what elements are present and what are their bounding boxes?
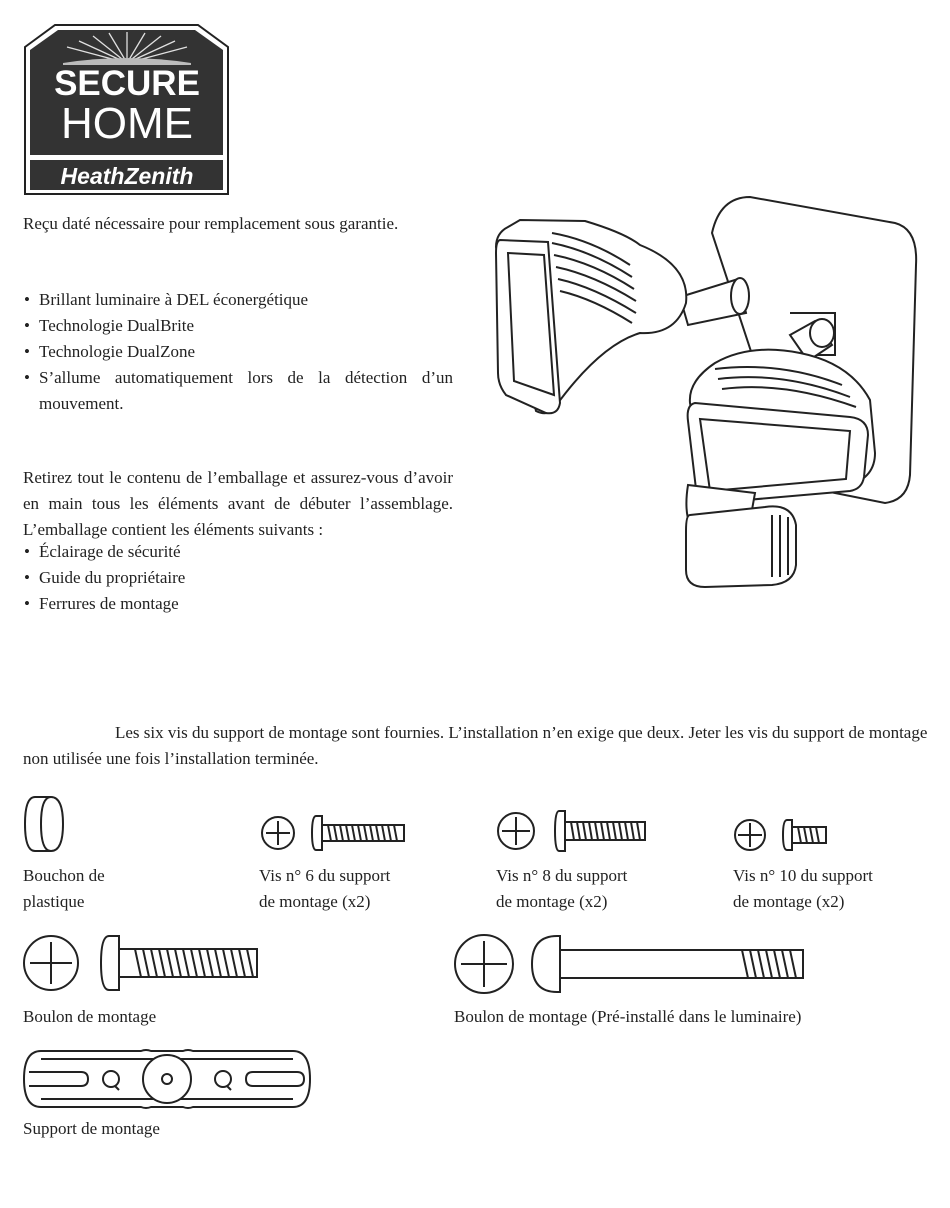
package-item: • Éclairage de sécurité (23, 539, 453, 565)
hardware-note: Les six vis du support de montage sont fournies. L’installation n’en exige que deux. Jeter les vis du support de montage non utilisée une fois l’installation terminée. (23, 723, 928, 768)
screw-8-drawing (495, 808, 650, 854)
mounting-bolt-drawing (21, 932, 261, 994)
logo-brand-text: HeathZenith (60, 163, 194, 189)
feature-item: • S’allume automatiquement lors de la détection d’un mouvement. (23, 365, 453, 417)
screw-10-label: Vis n° 10 du support de montage (x2) (733, 866, 873, 911)
plastic-cap-drawing (23, 795, 67, 853)
plastic-cap-label: Bouchon de plastique (23, 866, 105, 911)
logo-home-text: HOME (61, 99, 193, 148)
warranty-receipt-note: Reçu daté nécessaire pour remplacement sous garantie. (23, 214, 399, 233)
secure-home-heathzenith-logo (23, 23, 230, 196)
feature-list (23, 287, 453, 417)
screw-6-drawing (258, 812, 408, 854)
mounting-bracket-drawing (21, 1046, 313, 1112)
package-item: • Ferrures de montage (23, 591, 453, 617)
security-light-illustration (490, 185, 930, 605)
feature-item: • Technologie DualBrite (23, 313, 453, 339)
screw-8-label: Vis n° 8 du support de montage (x2) (496, 866, 628, 911)
feature-item: • Technologie DualZone (23, 339, 453, 365)
package-contents-intro: Retirez tout le contenu de l’emballage et assurez-vous d’avoir en main tous les éléments avant de débuter l’assemblage. L’emballage contient les éléments suivants : (23, 468, 453, 539)
mounting-bolt-label: Boulon de montage (23, 1007, 157, 1026)
mounting-bracket-label: Support de montage (23, 1119, 160, 1138)
preinstalled-bolt-drawing (452, 932, 807, 996)
screw-10-drawing (732, 815, 832, 855)
logo-secure-text: SECURE (54, 64, 200, 103)
screw-6-label: Vis n° 6 du support de montage (x2) (259, 866, 391, 911)
package-contents-list (23, 539, 453, 617)
package-item: • Guide du propriétaire (23, 565, 453, 591)
preinstalled-bolt-label: Boulon de montage (Pré-installé dans le luminaire) (454, 1007, 802, 1026)
feature-item: • Brillant luminaire à DEL éconergétique (23, 287, 453, 313)
